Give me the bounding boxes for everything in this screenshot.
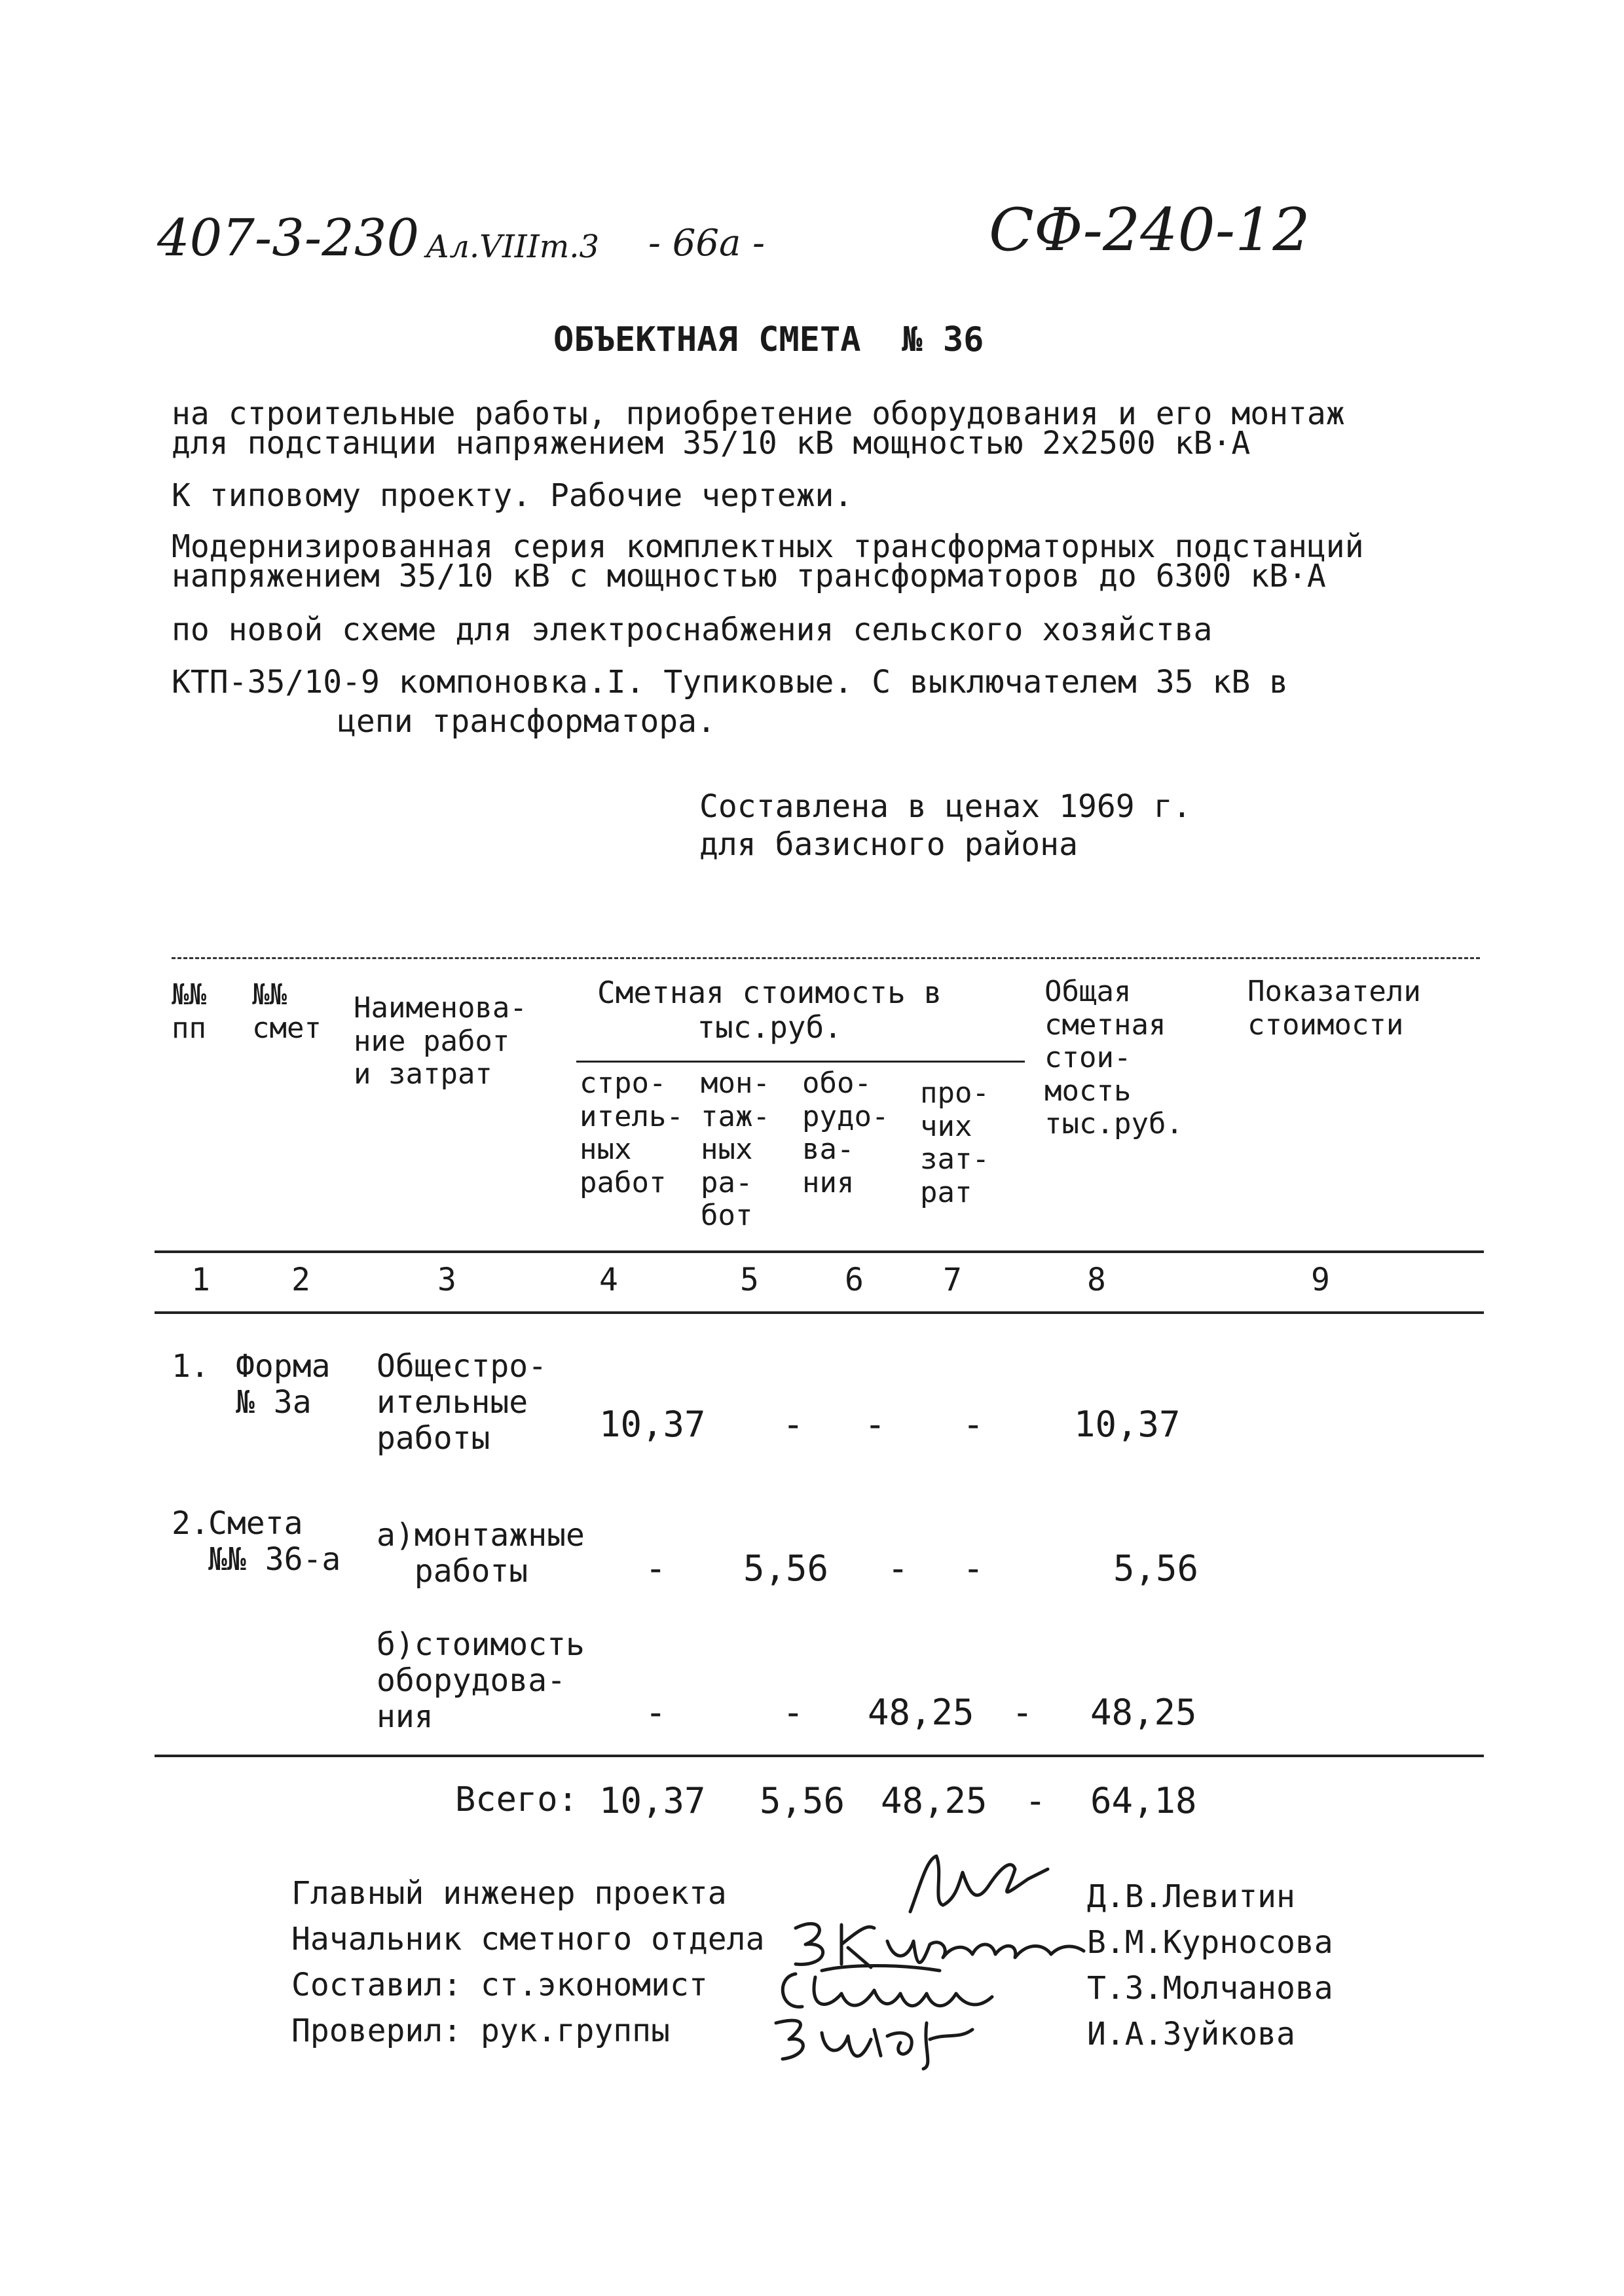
- signature-name-4: И.А.Зуйкова: [1087, 2016, 1295, 2052]
- signature-role-3: Составил: ст.экономист: [291, 1967, 708, 2003]
- header-col-1: №№ пп: [172, 978, 206, 1045]
- prices-note-line-2: для базисного района: [699, 826, 1078, 863]
- table-bottom-rule: [155, 1755, 1484, 1757]
- row-1-equipment: -: [864, 1404, 886, 1445]
- series-code: СФ-240-12: [989, 196, 1310, 264]
- row-1-other: -: [963, 1404, 984, 1445]
- header-col-4: стро- итель- ных работ: [580, 1066, 684, 1199]
- col-number-5: 5: [740, 1262, 759, 1298]
- row-1-total: 10,37: [1074, 1404, 1181, 1445]
- description-line-7: КТП-35/10-9 компоновка.I. Тупиковые. С выключателем 35 кВ в: [172, 664, 1289, 701]
- row-2-other: -: [963, 1548, 984, 1589]
- header-col-3: Наименова- ние работ и затрат: [354, 991, 527, 1091]
- row-1-installation: -: [783, 1404, 804, 1445]
- page-number: - 66а -: [648, 222, 766, 264]
- header-group-estimated-cost: Сметная стоимость в тыс.руб.: [597, 975, 942, 1045]
- column-numbers-rule: [155, 1311, 1484, 1314]
- row-2-reference: Смета №№ 36-а: [208, 1505, 341, 1578]
- signature-role-4: Проверил: рук.группы: [291, 2013, 670, 2049]
- album-number: Ал.VIIIт.3: [426, 228, 600, 265]
- col-number-3: 3: [437, 1262, 456, 1298]
- description-line-4: Модернизированная серия комплектных трансформаторных подстанций: [172, 528, 1364, 565]
- row-3-installation: -: [783, 1692, 804, 1733]
- row-2-name: а)монтажные работы: [377, 1517, 585, 1590]
- header-col-7: про- чих зат- рат: [920, 1076, 989, 1209]
- project-code: 407-3-230: [157, 209, 420, 268]
- row-2-installation: 5,56: [743, 1548, 829, 1589]
- description-line-1: на строительные работы, приобретение оборудования и его монтаж: [172, 395, 1345, 432]
- header-bottom-rule: [155, 1250, 1484, 1253]
- table-top-rule: [172, 957, 1480, 959]
- header-col-8: Общая сметная стои- мость тыс.руб.: [1044, 975, 1183, 1141]
- description-line-3: К типовому проекту. Рабочие чертежи.: [172, 477, 853, 514]
- header-col-9: Показатели стоимости: [1247, 975, 1421, 1042]
- row-3-equipment: 48,25: [868, 1692, 974, 1733]
- row-1-construction: 10,37: [599, 1404, 706, 1445]
- total-equipment: 48,25: [881, 1780, 987, 1821]
- header-col-6: обо- рудо- ва- ния: [802, 1066, 889, 1199]
- col-number-8: 8: [1087, 1262, 1106, 1298]
- col-number-4: 4: [599, 1262, 618, 1298]
- description-line-5: напряжением 35/10 кВ с мощностью трансформаторов до 6300 кВ·А: [172, 558, 1326, 594]
- col-number-6: 6: [845, 1262, 864, 1298]
- description-line-8: цепи трансформатора.: [337, 703, 716, 740]
- row-2-equipment: -: [887, 1548, 909, 1589]
- row-2-total: 5,56: [1113, 1548, 1199, 1589]
- prices-note-line-1: Составлена в ценах 1969 г.: [699, 788, 1192, 825]
- col-number-7: 7: [943, 1262, 962, 1298]
- row-3-other: -: [1012, 1692, 1033, 1733]
- total-other: -: [1025, 1780, 1046, 1821]
- total-sum: 64,18: [1090, 1780, 1197, 1821]
- row-1-number: 1.: [172, 1348, 210, 1385]
- col-number-9: 9: [1311, 1262, 1330, 1298]
- row-1-reference: Форма № 3а: [236, 1348, 331, 1421]
- document-title: ОБЪЕКТНАЯ СМЕТА № 36: [553, 320, 984, 359]
- signature-zuykova: [763, 2003, 999, 2075]
- row-2-construction: -: [645, 1548, 667, 1589]
- total-label: Всего:: [455, 1780, 578, 1819]
- header-col-5: мон- таж- ных ра- бот: [701, 1066, 770, 1233]
- total-installation: 5,56: [760, 1780, 845, 1821]
- row-2-number: 2.: [172, 1505, 210, 1542]
- signature-role-2: Начальник сметного отдела: [291, 1921, 765, 1958]
- row-1-name: Общестро- ительные работы: [377, 1348, 547, 1457]
- description-line-2: для подстанции напряжением 35/10 кВ мощностью 2х2500 кВ·А: [172, 425, 1251, 462]
- header-col-2: №№ смет: [252, 978, 322, 1045]
- row-3-total: 48,25: [1090, 1692, 1197, 1733]
- description-line-6: по новой схеме для электроснабжения сельского хозяйства: [172, 611, 1213, 648]
- signature-role-1: Главный инженер проекта: [291, 1875, 727, 1912]
- total-construction: 10,37: [599, 1780, 706, 1821]
- col-number-2: 2: [291, 1262, 310, 1298]
- row-3-name: б)стоимость оборудова- ния: [377, 1626, 585, 1736]
- signature-name-3: Т.З.Молчанова: [1087, 1970, 1333, 2007]
- group-header-rule: [576, 1061, 1025, 1063]
- signature-name-2: В.М.Курносова: [1087, 1924, 1333, 1961]
- row-3-construction: -: [645, 1692, 667, 1733]
- signature-name-1: Д.В.Левитин: [1087, 1878, 1295, 1915]
- col-number-1: 1: [191, 1262, 210, 1298]
